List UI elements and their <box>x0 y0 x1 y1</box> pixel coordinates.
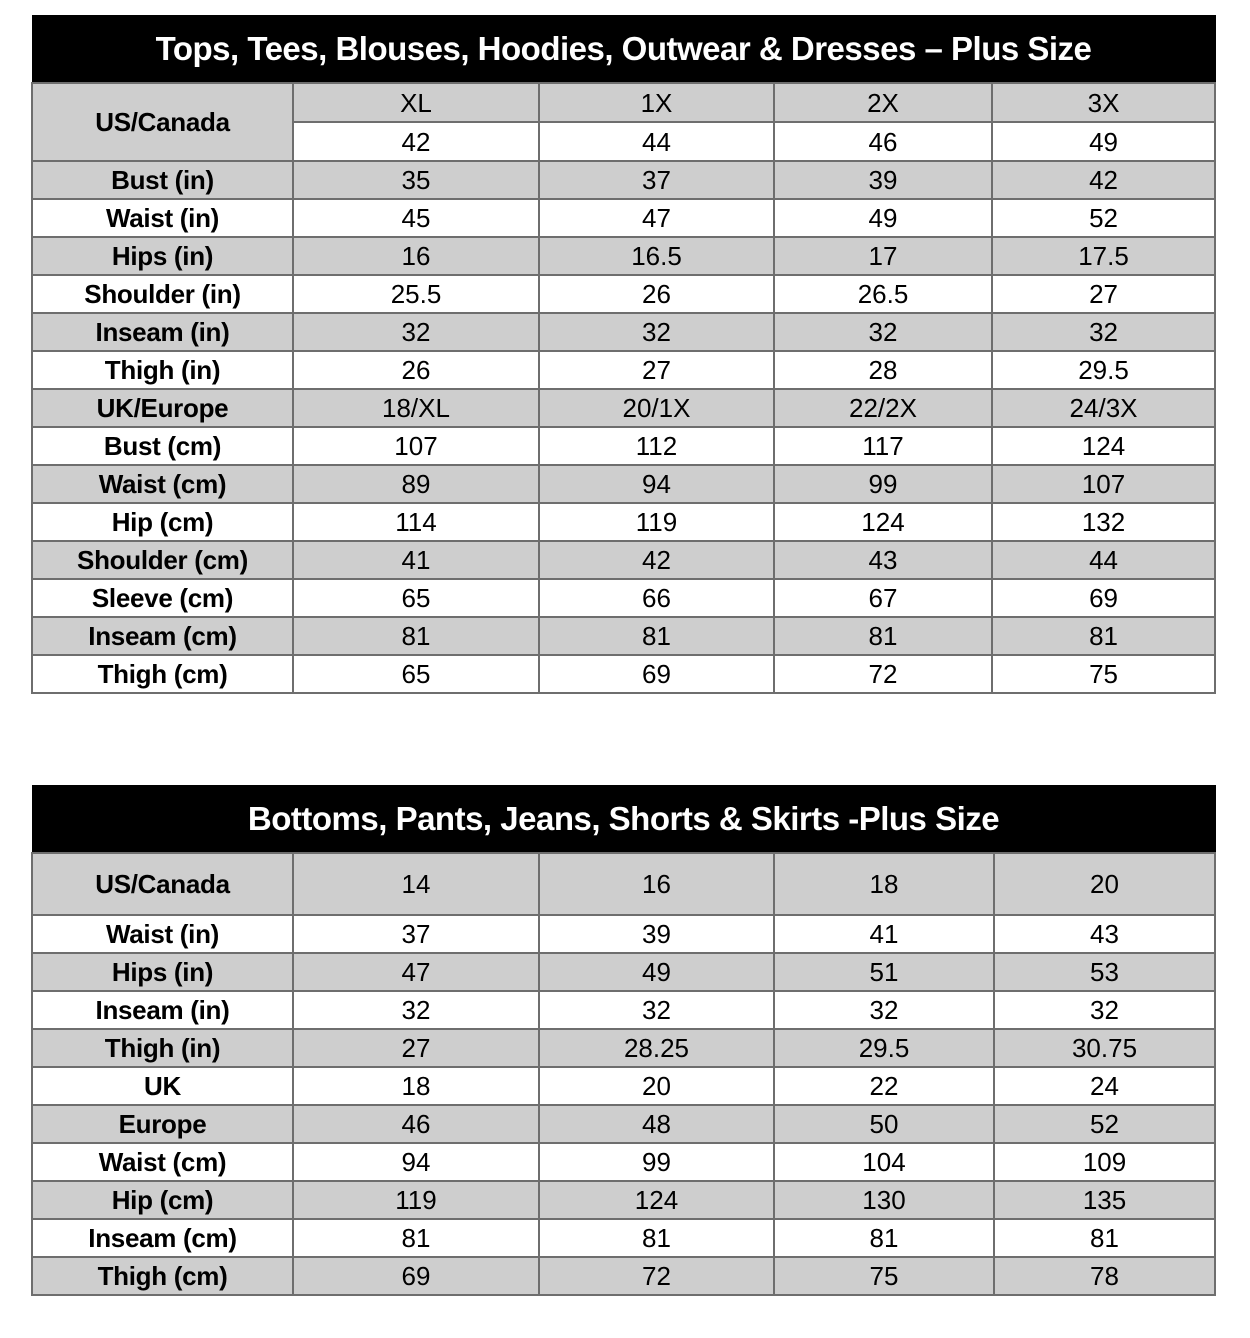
size-header-row <box>32 853 1215 915</box>
tops-chart-title: Tops, Tees, Blouses, Hoodies, Outwear & Dresses – Plus Size <box>32 16 1215 84</box>
table-cell: 18 <box>293 1067 539 1105</box>
row-label: Waist (in) <box>32 199 293 237</box>
table-cell: 119 <box>293 1181 539 1219</box>
table-cell: 49 <box>774 199 992 237</box>
table-row <box>32 617 1215 655</box>
table-cell: 27 <box>992 275 1215 313</box>
table-cell: 117 <box>774 427 992 465</box>
row-label: Thigh (cm) <box>32 1257 293 1295</box>
row-label: US/Canada <box>32 853 293 915</box>
table-cell: 24/3X <box>992 389 1215 427</box>
table-cell: 124 <box>992 427 1215 465</box>
row-label: UK <box>32 1067 293 1105</box>
row-label: Thigh (cm) <box>32 655 293 693</box>
row-label: Thigh (in) <box>32 351 293 389</box>
table-cell: 28.25 <box>539 1029 774 1067</box>
table-cell: 44 <box>539 122 774 161</box>
row-label: Sleeve (cm) <box>32 579 293 617</box>
size-header-cell: 16 <box>539 853 774 915</box>
table-row <box>32 275 1215 313</box>
table-cell: 107 <box>293 427 539 465</box>
table-cell: 81 <box>293 1219 539 1257</box>
table-row <box>32 953 1215 991</box>
table-cell: 81 <box>539 1219 774 1257</box>
table-cell: 50 <box>774 1105 994 1143</box>
table-cell: 28 <box>774 351 992 389</box>
size-header-cell: 1X <box>539 83 774 122</box>
table-row <box>32 915 1215 953</box>
table-cell: 81 <box>992 617 1215 655</box>
table-cell: 29.5 <box>774 1029 994 1067</box>
table-row <box>32 991 1215 1029</box>
table-cell: 81 <box>774 1219 994 1257</box>
table-cell: 46 <box>774 122 992 161</box>
table-cell: 25.5 <box>293 275 539 313</box>
size-header-cell: 14 <box>293 853 539 915</box>
table-row <box>32 161 1215 199</box>
size-header-cell: 18 <box>774 853 994 915</box>
row-label: Bust (in) <box>32 161 293 199</box>
table-row <box>32 389 1215 427</box>
table-cell: 124 <box>774 503 992 541</box>
table-row <box>32 1181 1215 1219</box>
row-label: Hip (cm) <box>32 1181 293 1219</box>
row-label: Inseam (in) <box>32 991 293 1029</box>
table-cell: 46 <box>293 1105 539 1143</box>
table-cell: 20 <box>539 1067 774 1105</box>
row-label: Shoulder (in) <box>32 275 293 313</box>
table-cell: 49 <box>992 122 1215 161</box>
table-cell: 41 <box>774 915 994 953</box>
table-cell: 104 <box>774 1143 994 1181</box>
row-label: Inseam (in) <box>32 313 293 351</box>
table-cell: 35 <box>293 161 539 199</box>
table-row <box>32 655 1215 693</box>
table-cell: 107 <box>992 465 1215 503</box>
row-label: Europe <box>32 1105 293 1143</box>
table-cell: 69 <box>992 579 1215 617</box>
table-cell: 109 <box>994 1143 1215 1181</box>
table-cell: 24 <box>994 1067 1215 1105</box>
table-row <box>32 1143 1215 1181</box>
row-label: Thigh (in) <box>32 1029 293 1067</box>
bottoms-chart-title: Bottoms, Pants, Jeans, Shorts & Skirts -Plus Size <box>32 786 1215 854</box>
row-label: Shoulder (cm) <box>32 541 293 579</box>
table-cell: 89 <box>293 465 539 503</box>
table-cell: 17.5 <box>992 237 1215 275</box>
size-header-cell: 3X <box>992 83 1215 122</box>
row-label: Waist (in) <box>32 915 293 953</box>
size-header-row <box>32 83 1215 122</box>
table-cell: 41 <box>293 541 539 579</box>
table-cell: 47 <box>539 199 774 237</box>
row-label: US/Canada <box>32 83 293 161</box>
table-cell: 29.5 <box>992 351 1215 389</box>
table-cell: 99 <box>774 465 992 503</box>
table-cell: 27 <box>539 351 774 389</box>
table-cell: 27 <box>293 1029 539 1067</box>
table-cell: 81 <box>293 617 539 655</box>
table-row <box>32 1257 1215 1295</box>
row-label: Inseam (cm) <box>32 617 293 655</box>
table-cell: 22/2X <box>774 389 992 427</box>
table-cell: 32 <box>539 313 774 351</box>
table-cell: 72 <box>539 1257 774 1295</box>
table-cell: 81 <box>539 617 774 655</box>
table-cell: 51 <box>774 953 994 991</box>
table-cell: 75 <box>992 655 1215 693</box>
table-row <box>32 427 1215 465</box>
table-cell: 48 <box>539 1105 774 1143</box>
bottoms-size-chart <box>31 785 1216 1296</box>
table-cell: 18/XL <box>293 389 539 427</box>
table-cell: 52 <box>994 1105 1215 1143</box>
table-cell: 132 <box>992 503 1215 541</box>
table-cell: 26 <box>539 275 774 313</box>
table-cell: 30.75 <box>994 1029 1215 1067</box>
table-row <box>32 313 1215 351</box>
size-header-cell: XL <box>293 83 539 122</box>
table-cell: 72 <box>774 655 992 693</box>
row-label: Hips (in) <box>32 237 293 275</box>
table-cell: 66 <box>539 579 774 617</box>
table-cell: 94 <box>293 1143 539 1181</box>
table-cell: 42 <box>293 122 539 161</box>
table-cell: 43 <box>994 915 1215 953</box>
table-cell: 135 <box>994 1181 1215 1219</box>
row-label: Waist (cm) <box>32 465 293 503</box>
table-cell: 65 <box>293 655 539 693</box>
row-label: Hip (cm) <box>32 503 293 541</box>
table-cell: 32 <box>774 313 992 351</box>
table-cell: 119 <box>539 503 774 541</box>
table-cell: 81 <box>774 617 992 655</box>
table-cell: 69 <box>539 655 774 693</box>
table-cell: 78 <box>994 1257 1215 1295</box>
table-cell: 26.5 <box>774 275 992 313</box>
table-cell: 39 <box>774 161 992 199</box>
table-row <box>32 465 1215 503</box>
table-cell: 16 <box>293 237 539 275</box>
table-cell: 44 <box>992 541 1215 579</box>
row-label: Hips (in) <box>32 953 293 991</box>
table-cell: 81 <box>994 1219 1215 1257</box>
table-cell: 124 <box>539 1181 774 1219</box>
table-cell: 75 <box>774 1257 994 1295</box>
table-cell: 37 <box>539 161 774 199</box>
row-label: Inseam (cm) <box>32 1219 293 1257</box>
table-cell: 112 <box>539 427 774 465</box>
table-cell: 53 <box>994 953 1215 991</box>
size-header-cell: 2X <box>774 83 992 122</box>
table-cell: 42 <box>992 161 1215 199</box>
table-cell: 32 <box>994 991 1215 1029</box>
tops-size-chart <box>31 15 1216 694</box>
table-row <box>32 579 1215 617</box>
row-label: Bust (cm) <box>32 427 293 465</box>
table-cell: 22 <box>774 1067 994 1105</box>
table-cell: 32 <box>992 313 1215 351</box>
table-row <box>32 503 1215 541</box>
table-cell: 94 <box>539 465 774 503</box>
table-cell: 17 <box>774 237 992 275</box>
table-cell: 99 <box>539 1143 774 1181</box>
table-row <box>32 199 1215 237</box>
table-row <box>32 1067 1215 1105</box>
table-cell: 37 <box>293 915 539 953</box>
table-cell: 65 <box>293 579 539 617</box>
table-cell: 32 <box>293 313 539 351</box>
table-cell: 32 <box>539 991 774 1029</box>
table-cell: 130 <box>774 1181 994 1219</box>
table-row <box>32 541 1215 579</box>
size-header-cell: 20 <box>994 853 1215 915</box>
table-cell: 42 <box>539 541 774 579</box>
table-cell: 45 <box>293 199 539 237</box>
table-cell: 32 <box>293 991 539 1029</box>
table-row <box>32 1105 1215 1143</box>
table-cell: 43 <box>774 541 992 579</box>
table-cell: 47 <box>293 953 539 991</box>
table-cell: 26 <box>293 351 539 389</box>
table-row <box>32 237 1215 275</box>
row-label: UK/Europe <box>32 389 293 427</box>
table-row <box>32 1029 1215 1067</box>
table-cell: 67 <box>774 579 992 617</box>
table-cell: 69 <box>293 1257 539 1295</box>
table-cell: 16.5 <box>539 237 774 275</box>
table-cell: 114 <box>293 503 539 541</box>
table-cell: 52 <box>992 199 1215 237</box>
table-cell: 49 <box>539 953 774 991</box>
table-row <box>32 351 1215 389</box>
table-cell: 20/1X <box>539 389 774 427</box>
table-cell: 39 <box>539 915 774 953</box>
table-row <box>32 1219 1215 1257</box>
table-cell: 32 <box>774 991 994 1029</box>
row-label: Waist (cm) <box>32 1143 293 1181</box>
